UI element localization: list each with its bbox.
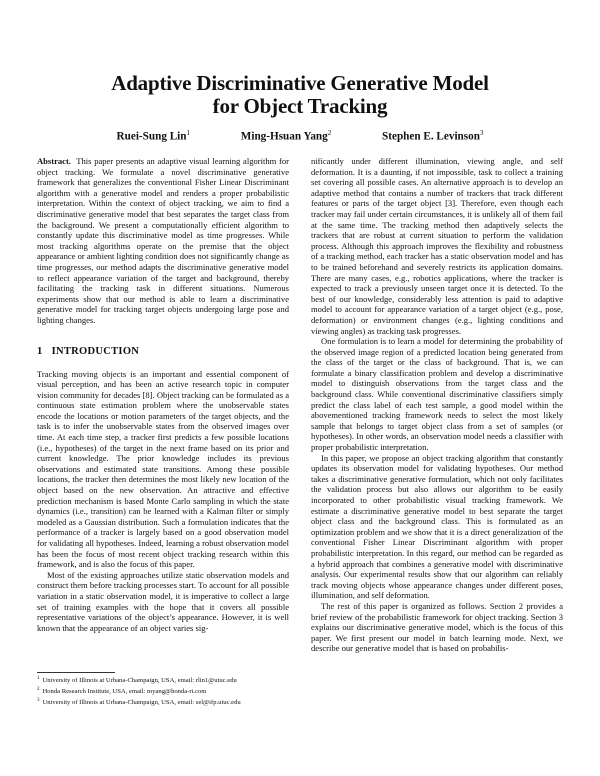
footnote-mark: 2 [37, 686, 40, 692]
author-3 [382, 129, 483, 143]
author-list [0, 129, 600, 143]
footnote [37, 697, 295, 708]
footnote-mark: 1 [37, 676, 40, 681]
footnote-text: University of Illinois at Urbana-Champaign, USA, email: rlin1@uiuc.edu [42, 677, 237, 685]
abstract-label: Abstract. [37, 156, 71, 166]
paragraph: One formulation is to learn a model for determining the probability of the observed image region of a predicted location being generated from the class of the target or the class of background. That is, we can formulate a binary classification problem and develop a discriminative model to distinguish observations from the target class and the background class. While conventional discriminative classifiers simply predict the class label of each test sample, a good model within the abovementioned tracking framework needs to select the most likely sample that belongs to target object class from a set of samples (or hypotheses). In other words, an observation model needs a classifier with proper probabilistic interpretation. [311, 336, 563, 453]
paragraph: Tracking moving objects is an important and essential component of visual perception, and has been an active research topic in computer vision community for decades [8]. Object tracking can be formulated as a continuous state estimation problem where the unobservable states encode the locations or motion parameters of the target objects, and the task is to infer the unobservable states from the observed images over time. At each time step, a tracker first predicts a few possible locations (i.e., hypotheses) of the target in the next frame based on its prior and current knowledge. The prior knowledge includes its previous observations and estimated state transitions. Among these possible locations, the tracker then determines the most likely new location of the object based on the new observation. An attractive and effective prediction mechanism is based Monte Carlo sampling in which the state dynamics (i.e., transition) can be learned with a Kalman filter or simply modeled as a Gaussian distribution. Such a formulation indicates that the performance of a tracker is largely based on a good observation model for validating all hypotheses. Indeed, learning a robust observation model has been the focus of most recent object tracking research within this framework, and is also the focus of this paper. [37, 368, 289, 570]
section-title: INTRODUCTION [51, 345, 140, 357]
footnote [37, 686, 295, 697]
section-number: 1 [37, 345, 43, 357]
section-heading [37, 346, 289, 357]
footnote-mark: 3 [37, 697, 40, 703]
paragraph: In this paper, we propose an object tracking algorithm that constantly updates its observation model for validating hypotheses. Our method takes a discriminative generative formulation, which not only facilitates the validation process but also allows our algorithm to be easily incorporated to other probabilistic visual tracking framework. We estimate a discriminative generative model to best separate the target object class and the background class. This is formulated as an optimization problem and we show that it is a direct generalization of the conventional Fisher Linear Discriminant algorithm with proper probabilistic interpretation. In this regard, our method can be regarded as a hybrid approach that combines a generative model with discriminative analysis. Our experimental results show that our algorithm can reliably track moving objects whose appearance changes under different poses, illumination, and self deformation. [311, 452, 563, 601]
author-1 [117, 129, 190, 143]
title-line-1: Adaptive Discriminative Generative Model [111, 71, 489, 95]
author-footnote-mark: 3 [479, 129, 484, 137]
paper-title [0, 72, 600, 118]
paragraph: nificantly under different illumination, viewing angle, and self deformation. It is a daunting, if not impossible, task to collect a training set covering all possible cases. An alternative approach is to develop an adaptive method that contains a number of trackers that track different features or parts of the target object [3]. Therefore, even though each tracker may fail under certain circumstances, it is unlikely all of them fail at the same time. The tracking method then adaptively selects the trackers that are robust at current situation to perform the validation process. Although this approach improves the flexibility and robustness of a tracking method, each tracker has a static observation model and has to be trained beforehand and severely restricts its application domains. There are many cases, e.g., robotics applications, where the tracker is expected to track a previously unseen target once it is detected. To the best of our knowledge, considerably less attention is paid to adaptive model to account for appearance variation of a target object (e.g., pose, deformation) or environment changes (e.g., lighting conditions and viewing angles) as tracking task progresses. [311, 156, 563, 336]
author-footnote-mark: 2 [327, 129, 332, 137]
author-name: Ruei-Sung Lin [116, 130, 187, 143]
right-column [311, 156, 563, 654]
footnote-text: University of Illinois at Urbana-Champaign, USA, email: sel@ifp.uiuc.edu [42, 698, 241, 706]
left-column [37, 156, 289, 633]
author-name: Stephen E. Levinson [382, 130, 480, 143]
footnote-divider [37, 672, 115, 673]
abstract-text: This paper presents an adaptive visual learning algorithm for object tracking. We formulate a novel discriminative generative framework that generalizes the conventional Fisher Linear Discriminant algorithm with a generative model and renders a proper probabilistic interpretation. Within the context of object tracking, we aim to find a discriminative generative model that best separates the target class from the background. We present a computationally efficient algorithm to constantly update this discriminative model as time progresses. While most tracking algorithms operate on the premise that the object appearance or ambient lighting condition does not significantly change as time progresses, our method adapts the discriminative generative model to reflect appearance variation of the target and background, thereby facilitating the tracking task in different situations. Numerous experiments show that our method is able to learn a discriminative generative model for tracking target objects undergoing large pose and lighting changes. [37, 156, 289, 325]
author-2 [241, 129, 331, 143]
footnotes [37, 675, 295, 707]
footnote-text: Honda Research Institute, USA, email: myang@honda-ri.com [42, 687, 207, 695]
footnote [37, 675, 295, 686]
paragraph: The rest of this paper is organized as follows. Section 2 provides a brief review of the probabilistic framework for object tracking. Section 3 explains our discriminative generative model, which is the focus of this paper. We first present our model in batch learning mode. Next, we describe our generative model that is based on probabilis- [311, 600, 563, 654]
author-footnote-mark: 1 [186, 129, 190, 137]
author-name: Ming-Hsuan Yang [240, 130, 328, 143]
paragraph: Most of the existing approaches utilize static observation models and construct them before tracking processes start. To account for all possible variation in a static observation model, it is imperative to collect a large set of training examples with the hope that it covers all possible representative variations of the object’s appearance. However, it is well known that the appearance of an object varies sig- [37, 569, 289, 633]
abstract [37, 156, 289, 326]
title-line-2: for Object Tracking [212, 94, 388, 118]
